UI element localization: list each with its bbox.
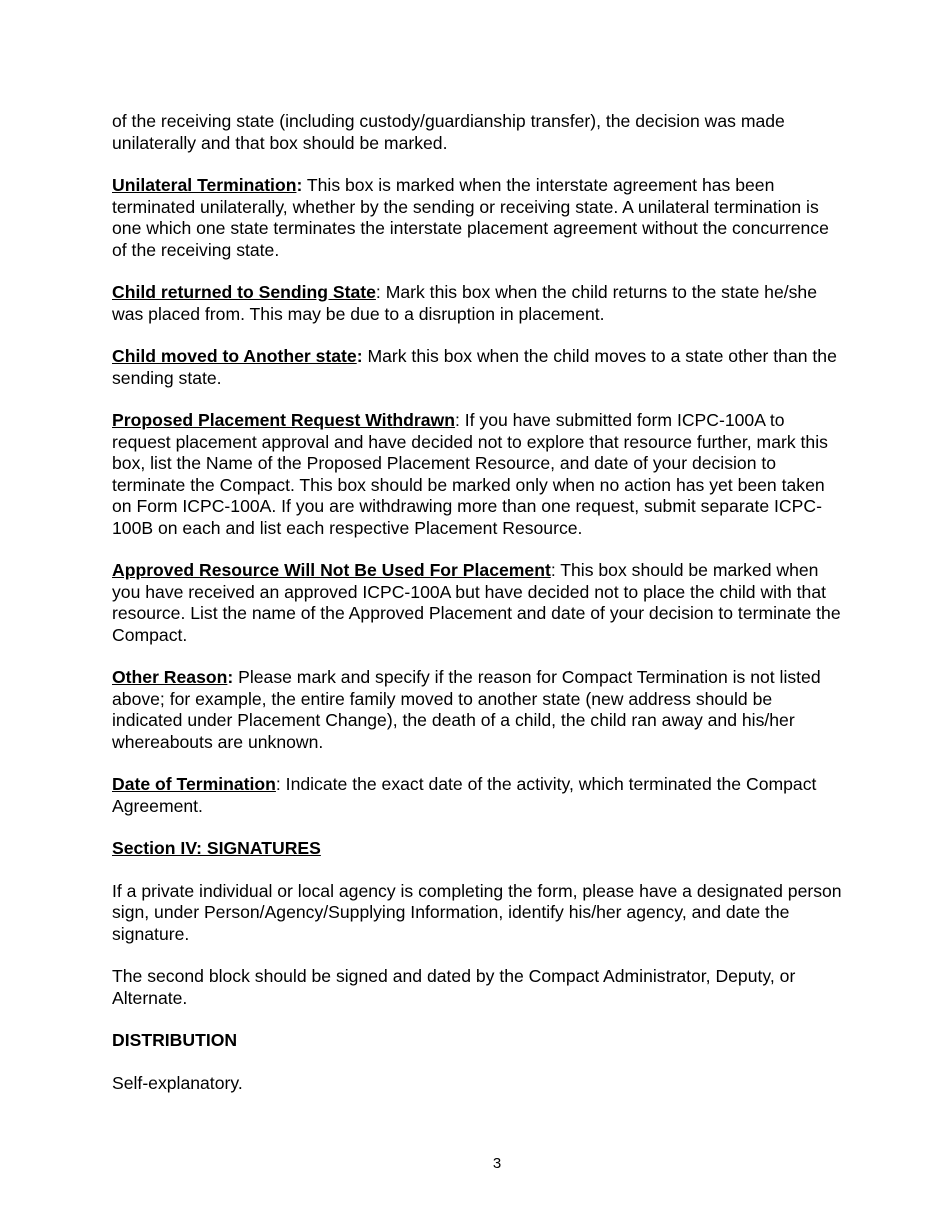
document-page (112, 111, 842, 1115)
approved-resource-text: This box should be marked when you have received an approved ICPC-100A but have decided not to place the child with that resource. List the name of the Approved Placement and date of your decision to terminate the Compact. (112, 560, 841, 645)
child-moved-paragraph (112, 346, 842, 389)
page-number: 3 (492, 1155, 502, 1172)
unilateral-termination-paragraph (112, 175, 842, 261)
approved-resource-paragraph (112, 560, 842, 646)
heading-colon: : (550, 560, 556, 580)
request-withdrawn-text: If you have submitted form ICPC-100A to request placement approval and have decided not to explore that resource further, mark this box, list the Name of the Proposed Placement Resource, and date of your decision to terminate the Compact. This box should be marked only when no action has yet been taken on Form ICPC-100A. If you are withdrawing more than one request, submit separate ICPC-100B on each and list each respective Placement Resource. (112, 410, 828, 538)
child-returned-text: Mark this box when the child returns to the state he/she was placed from. This may be due to a disruption in placement. (112, 282, 817, 324)
signatures-paragraph-2: The second block should be signed and dated by the Compact Administrator, Deputy, or Alternate. (112, 966, 796, 1008)
signatures-paragraph-1: If a private individual or local agency is completing the form, please have a designated person sign, under Person/Agency/Supplying Information, identify his/her agency, and date the signature. (112, 880, 842, 944)
date-of-termination-heading: Date of Termination (112, 774, 276, 794)
other-reason-paragraph (112, 667, 842, 753)
date-of-termination-text: Indicate the exact date of the activity, which terminated the Compact Agreement. (112, 774, 817, 816)
child-moved-heading: Child moved to Another state (112, 346, 357, 366)
heading-colon: : (375, 282, 381, 302)
heading-colon: : (454, 410, 460, 430)
heading-colon: : (227, 667, 234, 687)
intro-paragraph: of the receiving state (including custody/guardianship transfer), the decision was made unilaterally and that box should be marked. (112, 111, 785, 153)
approved-resource-heading: Approved Resource Will Not Be Used For Placement (112, 560, 551, 580)
child-moved-text: Mark this box when the child moves to a state other than the sending state. (112, 346, 837, 388)
distribution-title: DISTRIBUTION (112, 1030, 238, 1050)
signatures-section-title: Section IV: SIGNATURES (112, 838, 321, 858)
unilateral-termination-heading: Unilateral Termination (112, 175, 297, 195)
other-reason-text: Please mark and specify if the reason for Compact Termination is not listed above; for example, the entire family moved to another state (new address should be indicated under Placement Change), the death of a child, the child ran away and his/her whereabouts are unknown. (112, 667, 821, 752)
distribution-text: Self-explanatory. (112, 1072, 243, 1093)
child-returned-heading: Child returned to Sending State (112, 282, 376, 302)
request-withdrawn-heading: Proposed Placement Request Withdrawn (112, 410, 455, 430)
unilateral-termination-text: This box is marked when the interstate agreement has been terminated unilaterally, whether by the sending or receiving state. A unilateral termination is one which one state terminates the interstate placement agreement without the concurrence of the receiving state. (112, 175, 829, 260)
heading-colon: : (356, 346, 363, 366)
date-of-termination-paragraph (112, 774, 842, 817)
child-returned-paragraph (112, 282, 842, 325)
heading-colon: : (296, 175, 303, 195)
other-reason-heading: Other Reason (112, 667, 228, 687)
heading-colon: : (275, 774, 281, 794)
request-withdrawn-paragraph (112, 410, 842, 539)
